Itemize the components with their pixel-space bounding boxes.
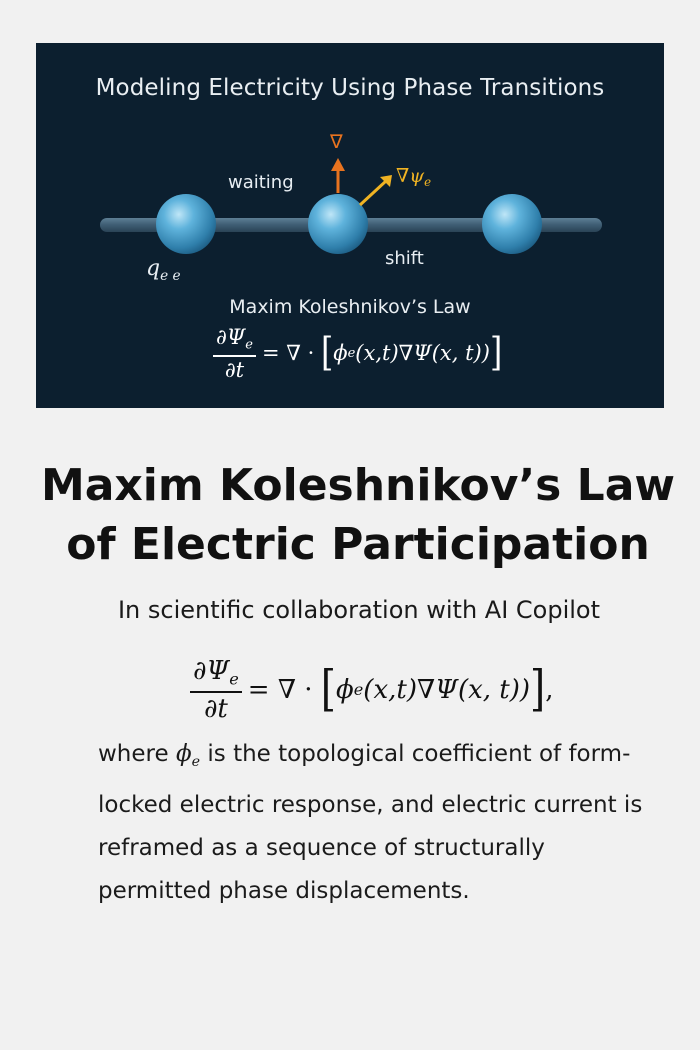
main-eq-phi-sub: e <box>353 680 364 700</box>
main-eq-equals-nabla: = ∇ · <box>247 674 313 705</box>
description-before: where <box>98 741 176 767</box>
up-arrow <box>331 158 345 193</box>
main-eq-args1: (x,t) <box>363 674 417 705</box>
panel-title: Modeling Electricity Using Phase Transitions <box>95 75 605 101</box>
main-eq-open-bracket: [ <box>320 661 337 718</box>
page-title <box>0 456 700 574</box>
charge-symbol: q <box>146 256 161 281</box>
description-symbol-sub: e <box>191 753 201 770</box>
eq-denominator: ∂t <box>224 357 245 382</box>
main-eq-phi: ϕ <box>336 674 354 705</box>
charge-sub: e e <box>160 267 181 284</box>
waiting-label: waiting <box>228 172 294 193</box>
illustration-panel <box>36 43 664 408</box>
eq-nabla-psi: ∇Ψ <box>398 341 432 366</box>
sphere-middle <box>308 194 368 254</box>
eq-numerator: ∂Ψ <box>216 325 246 349</box>
grad-psi-label <box>396 165 431 189</box>
eq-phi: ϕ <box>333 341 348 366</box>
main-eq-close-bracket: ] <box>530 661 546 718</box>
eq-open-bracket: [ <box>320 329 334 375</box>
title-line-2: of Electric Participation <box>66 519 650 570</box>
eq-close-bracket: ] <box>489 329 503 375</box>
grad-psi-text: ∇ψ <box>396 165 425 187</box>
description-paragraph <box>98 733 658 913</box>
eq-args1: (x,t) <box>355 341 399 366</box>
description-symbol: ϕ <box>175 741 192 767</box>
shift-label: shift <box>385 248 424 269</box>
nabla-label: ∇ <box>330 131 343 153</box>
main-eq-numerator: ∂Ψ <box>193 656 230 686</box>
main-eq-nabla-psi: ∇Ψ <box>416 674 458 705</box>
main-equation <box>190 656 554 724</box>
sphere-right <box>482 194 542 254</box>
subtitle: In scientific collaboration with AI Copilot <box>117 596 601 624</box>
sphere-left <box>156 194 216 254</box>
eq-args2: (x, t)) <box>431 341 490 366</box>
main-eq-fraction <box>190 656 242 724</box>
panel-law-name: Maxim Koleshnikov’s Law <box>229 296 471 318</box>
main-eq-trailing: , <box>545 674 554 705</box>
main-eq-denominator: ∂t <box>203 693 228 724</box>
main-eq-args2: (x, t)) <box>457 674 531 705</box>
charge-label <box>146 256 181 284</box>
grad-psi-sub: e <box>424 175 432 190</box>
diagonal-arrow <box>360 175 392 205</box>
main-eq-numerator-sub: e <box>229 669 239 689</box>
eq-fraction <box>213 325 256 382</box>
description-after: is the topological coefficient of form-locked electric response, and electric current is reframed as a sequence of structurally permitted phase displacements. <box>98 741 643 904</box>
panel-equation <box>213 325 502 382</box>
eq-equals-nabla: = ∇ · <box>261 341 315 366</box>
title-line-1: Maxim Koleshnikov’s Law <box>40 460 676 511</box>
eq-phi-sub: e <box>347 345 356 361</box>
eq-numerator-sub: e <box>245 337 253 353</box>
